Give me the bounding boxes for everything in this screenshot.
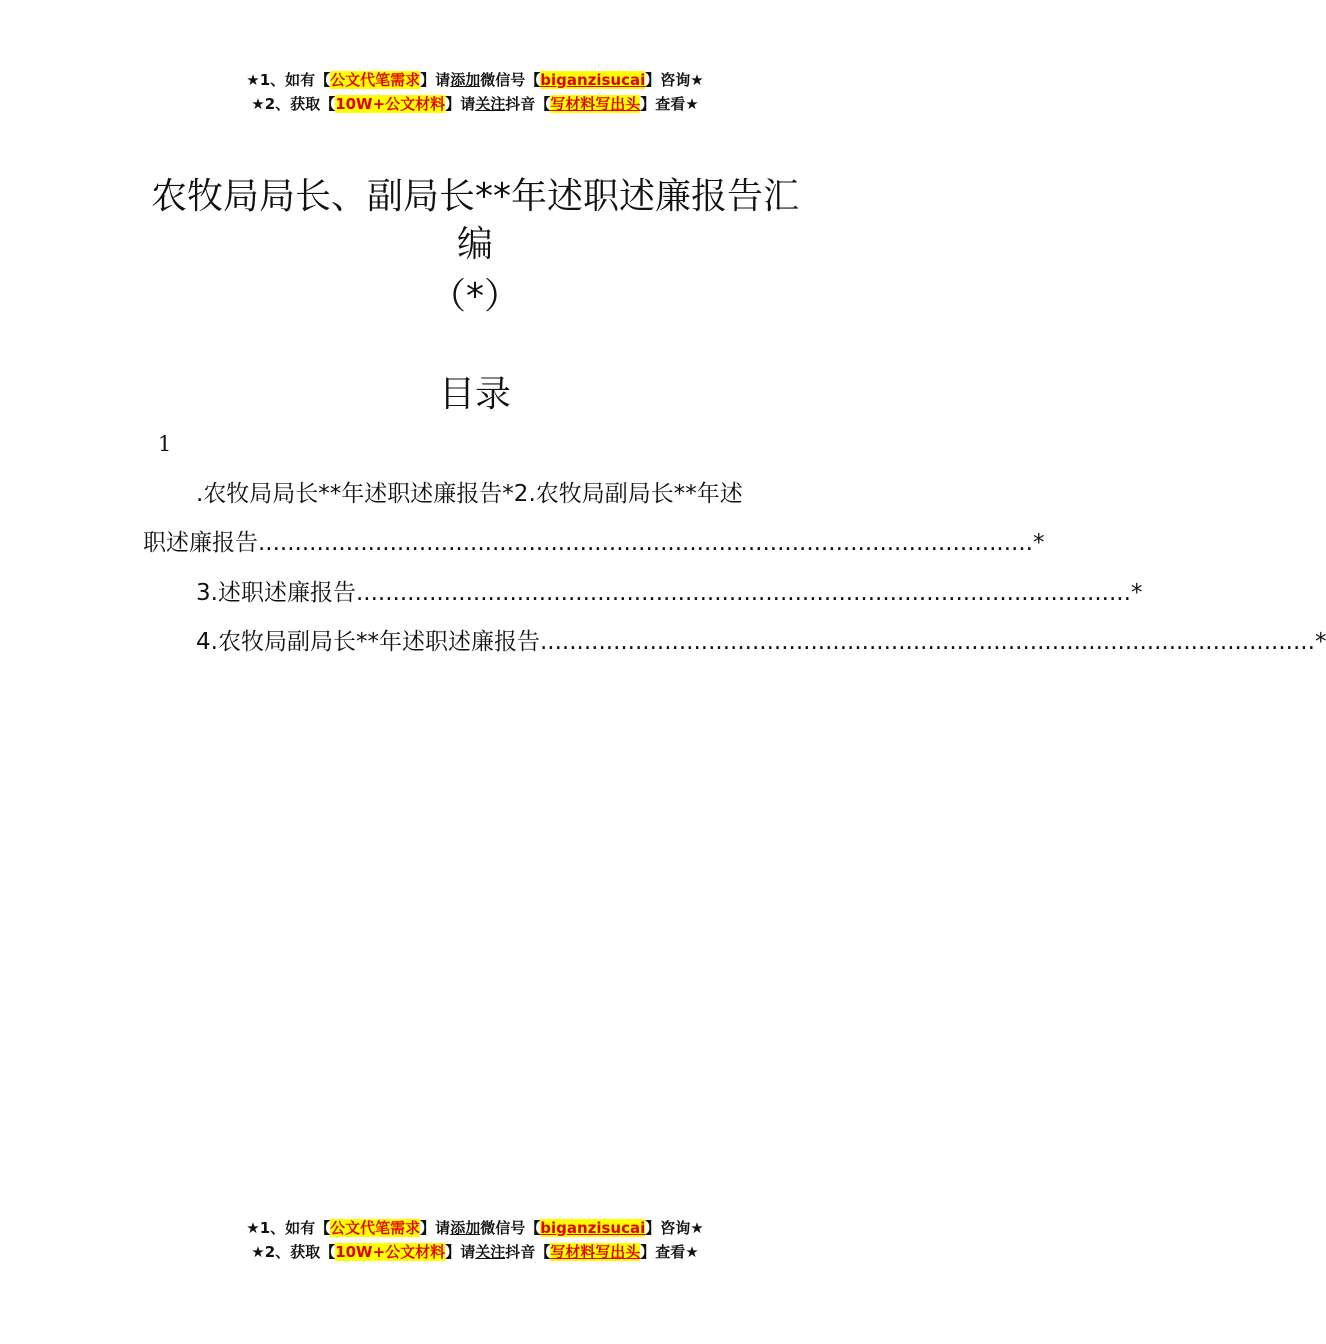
banner-highlight: 10W+公文材料	[335, 95, 446, 113]
banner-douyin-id: 写材料写出头	[550, 95, 641, 113]
toc-leader-dots: ..........................................................................................................	[539, 629, 1315, 655]
toc-item-2[interactable]	[143, 527, 1045, 559]
banner-text: 】请	[445, 95, 476, 113]
banner-text: ★1、如有【	[246, 1219, 331, 1237]
banner-text: ★2、获取【	[251, 95, 336, 113]
banner-underlined-text: 添加	[450, 71, 481, 89]
banner-text: 抖音【	[505, 95, 551, 113]
banner-text: 】请	[420, 71, 451, 89]
toc-leader-dots: ..........................................................................................................	[258, 530, 1033, 556]
toc-page-number: *	[1032, 530, 1045, 556]
page-marker: 1	[158, 432, 172, 456]
banner-highlight: 公文代笔需求	[330, 1219, 421, 1237]
toc-item-4[interactable]	[196, 626, 1326, 658]
banner-text: 】请	[420, 1219, 451, 1237]
banner-wechat-id: biganzisucai	[540, 1219, 646, 1237]
top-banner	[0, 68, 950, 116]
bottom-banner	[0, 1216, 950, 1264]
banner-underlined-text: 关注	[475, 1243, 506, 1261]
document-title-line-1: 农牧局局长、副局长**年述职述廉报告汇	[150, 176, 799, 217]
banner-text: 抖音【	[505, 1243, 551, 1261]
toc-page-number: *	[1130, 580, 1143, 606]
toc-item-1[interactable]: .农牧局局长**年述职述廉报告*2.农牧局副局长**年述	[196, 481, 743, 507]
banner-line-1	[0, 68, 950, 92]
toc-item-3[interactable]	[196, 577, 1143, 609]
banner-underlined-text: 添加	[450, 1219, 481, 1237]
toc-item-text: 4.农牧局副局长**年述职述廉报告	[196, 629, 540, 655]
banner-text: 微信号【	[480, 71, 541, 89]
banner-highlight: 公文代笔需求	[330, 71, 421, 89]
banner-text: ★2、获取【	[251, 1243, 336, 1261]
banner-wechat-id: biganzisucai	[540, 71, 646, 89]
banner-text: 】查看★	[640, 1243, 699, 1261]
banner-douyin-id: 写材料写出头	[550, 1243, 641, 1261]
banner-text: 】查看★	[640, 95, 699, 113]
banner-line-1	[0, 1216, 950, 1240]
banner-text: 微信号【	[480, 1219, 541, 1237]
toc-heading: 目录	[438, 374, 511, 415]
banner-text: ★1、如有【	[246, 71, 331, 89]
banner-underlined-text: 关注	[475, 95, 506, 113]
document-title-line-2: 编	[456, 224, 493, 265]
banner-text: 】咨询★	[645, 71, 704, 89]
banner-text: 】请	[445, 1243, 476, 1261]
banner-line-2	[0, 92, 950, 116]
document-title-line-3: （*）	[429, 276, 520, 317]
toc-leader-dots: ..........................................................................................................	[355, 580, 1131, 606]
banner-line-2	[0, 1240, 950, 1264]
banner-highlight: 10W+公文材料	[335, 1243, 446, 1261]
toc-item-text: 职述廉报告	[143, 530, 258, 556]
toc-item-text: 3.述职述廉报告	[196, 580, 356, 606]
toc-page-number: *	[1314, 629, 1326, 655]
banner-text: 】咨询★	[645, 1219, 704, 1237]
